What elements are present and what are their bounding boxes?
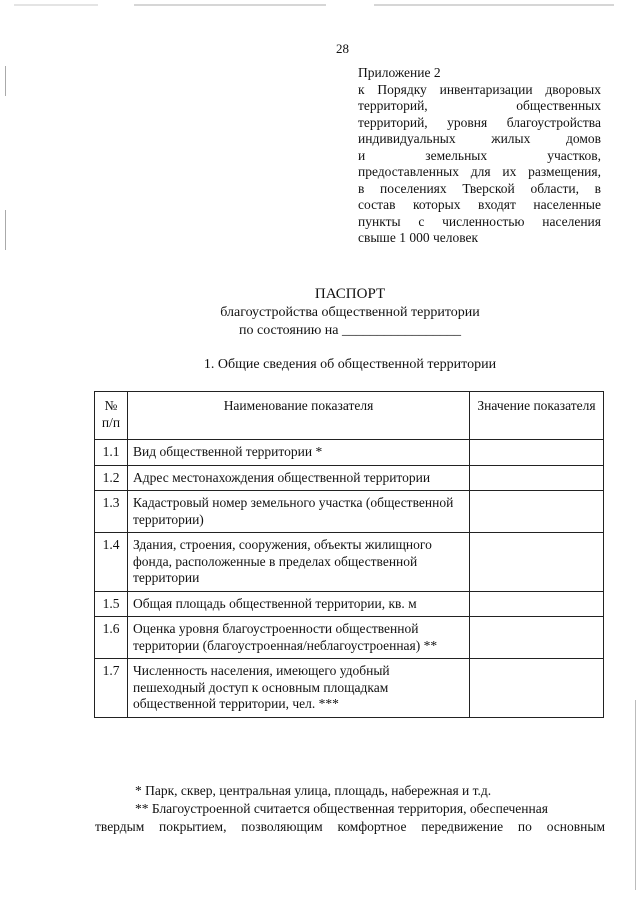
scan-artifact-right <box>635 700 636 890</box>
row-value <box>470 465 604 491</box>
passport-subtitle: благоустройства общественной территории <box>220 305 480 320</box>
row-value <box>470 659 604 718</box>
header-name: Наименование показателя <box>128 392 470 440</box>
row-value <box>470 440 604 466</box>
passport-title: ПАСПОРТ <box>314 286 386 302</box>
footnote-2: ** Благоустроенной считается общественная территория, обеспеченная <box>135 801 548 816</box>
appendix-line: территорий, общественных <box>358 98 601 113</box>
row-num: 1.1 <box>95 440 128 466</box>
row-num: 1.3 <box>95 491 128 533</box>
appendix-line: в поселениях Тверской области, в <box>358 180 601 196</box>
appendix-line: состав которых входят населенные <box>358 197 601 212</box>
appendix-line: и земельных участков, <box>358 147 601 163</box>
table-row <box>95 591 604 617</box>
table-row <box>95 659 604 718</box>
row-name: Оценка уровня благоустроенности общественной территории (благоустроенная/неблагоустроенная) ** <box>128 617 470 659</box>
row-name: Здания, строения, сооружения, объекты жилищного фонда, расположенные в пределах общественной территории <box>128 533 470 592</box>
table-row <box>95 440 604 466</box>
header-value: Значение показателя <box>470 392 604 440</box>
row-name: Кадастровый номер земельного участка (общественной территории) <box>128 491 470 533</box>
table-header-row <box>95 392 604 440</box>
appendix-line: индивидуальных жилых домов <box>358 131 601 146</box>
row-num: 1.2 <box>95 465 128 491</box>
table-row <box>95 465 604 491</box>
footnote-1: * Парк, сквер, центральная улица, площадь, набережная и т.д. <box>135 783 492 798</box>
appendix-line: пункты с численностью населения <box>358 213 601 229</box>
row-name: Численность населения, имеющего удобный пешеходный доступ к основным площадкам общественной территории, чел. *** <box>128 659 470 718</box>
row-name: Адрес местонахождения общественной территории <box>128 465 470 491</box>
row-name: Вид общественной территории * <box>128 440 470 466</box>
appendix-block <box>358 65 601 247</box>
table-row <box>95 491 604 533</box>
appendix-title: Приложение 2 <box>358 65 441 80</box>
scan-artifact-left <box>5 66 6 96</box>
page-number: 28 <box>336 41 349 56</box>
table-row <box>95 617 604 659</box>
scan-artifact-left <box>5 210 6 250</box>
section-heading: 1. Общие сведения об общественной территории <box>203 357 497 372</box>
header-num: № п/п <box>95 392 128 440</box>
row-value <box>470 491 604 533</box>
passport-date-line: по состоянию на _________________ <box>238 323 462 338</box>
general-info-table <box>94 391 604 718</box>
row-value <box>470 533 604 592</box>
row-value <box>470 591 604 617</box>
row-num: 1.6 <box>95 617 128 659</box>
footnote-2-continued: твердым покрытием, позволяющим комфортное передвижение по основным <box>95 819 605 834</box>
row-name: Общая площадь общественной территории, кв. м <box>128 591 470 617</box>
row-num: 1.7 <box>95 659 128 718</box>
appendix-line: предоставленных для их размещения, <box>358 164 601 179</box>
appendix-line: к Порядку инвентаризации дворовых <box>358 81 601 97</box>
appendix-line: территорий, уровня благоустройства <box>358 114 601 130</box>
scan-artifact-top <box>14 4 614 6</box>
row-num: 1.5 <box>95 591 128 617</box>
row-num: 1.4 <box>95 533 128 592</box>
appendix-line: свыше 1 000 человек <box>358 230 479 245</box>
row-value <box>470 617 604 659</box>
table-row <box>95 533 604 592</box>
